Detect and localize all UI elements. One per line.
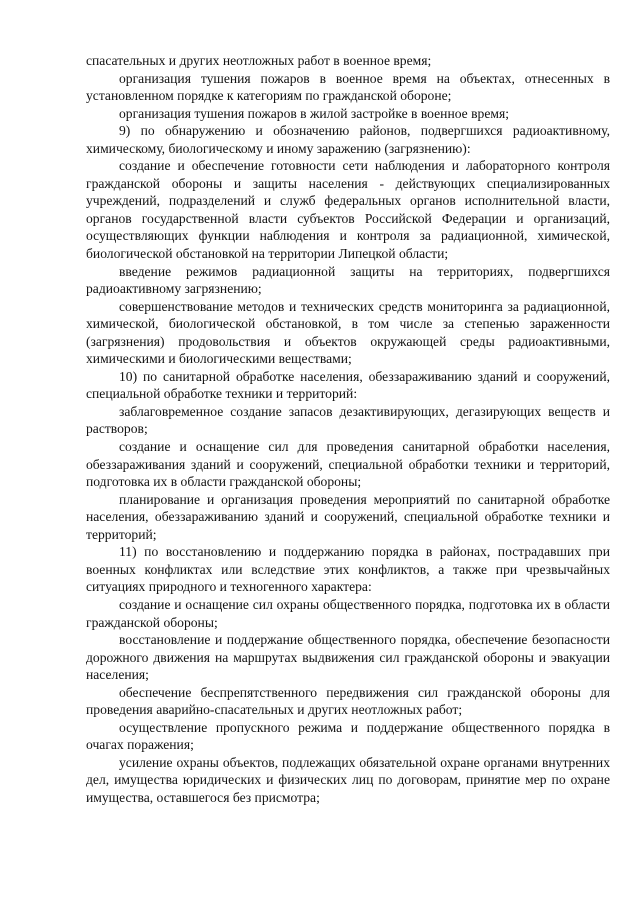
paragraph: 9) по обнаружению и обозначению районов, подвергшихся радиоактивному, химическому, биологическому и иному заражению (загрязнению):: [86, 123, 610, 156]
paragraph: 10) по санитарной обработке населения, обеззараживанию зданий и сооружений, специальной обработке техники и территорий:: [86, 368, 610, 402]
paragraph: введение режимов радиационной защиты на территориях, подвергшихся радиоактивному загрязнению;: [86, 263, 610, 297]
paragraph: организация тушения пожаров в жилой застройке в военное время;: [119, 105, 509, 121]
paragraph: заблаговременное создание запасов дезактивирующих, дегазирующих веществ и растворов;: [86, 403, 610, 437]
paragraph: обеспечение беспрепятственного передвижения сил гражданской обороны для проведения аварийно-спасательных и других неотложных работ;: [86, 684, 610, 718]
paragraph: спасательных и других неотложных работ в военное время;: [86, 53, 432, 68]
paragraph: совершенствование методов и технических средств мониторинга за радиационной, химической, биологической обстановкой, в том числе за степенью зараженности (загрязнения) продовольствия и объектов окружающей среды радиоактивными, химическими и биологическими веществами;: [86, 298, 610, 367]
paragraph: восстановление и поддержание общественного порядка, обеспечение безопасности дорожного движения на маршрутах выдвижения сил гражданской обороны и эвакуации населения;: [86, 632, 610, 683]
paragraph: создание и оснащение сил охраны общественного порядка, подготовка их в области гражданской обороны;: [86, 596, 610, 630]
paragraph: создание и оснащение сил для проведения санитарной обработки населения, обеззараживания зданий и сооружений, специальной обработки техники и территорий, подготовка их в области гражданской обороны;: [86, 439, 610, 490]
paragraph: создание и обеспечение готовности сети наблюдения и лабораторного контроля гражданской обороны и защиты населения - действующих специализированных учреждений, подразделений и служб федеральных органов исполнительной власти, органов государственной власти субъектов Российской Федерации и организаций, осуществляющих функции наблюдения и контроля за радиационной, химической, биологической обстановкой на территории Липецкой области;: [86, 158, 610, 262]
paragraph: 11) по восстановлению и поддержанию порядка в районах, пострадавших при военных конфликтах или вследствие этих конфликтов, а также при чрезвычайных ситуациях природного и техногенного характера:: [86, 544, 610, 595]
paragraph: усиление охраны объектов, подлежащих обязательной охране органами внутренних дел, имущества юридических и физических лиц по договорам, принятие мер по охране имущества, оставшегося без присмотра;: [86, 754, 610, 805]
paragraph: планирование и организация проведения мероприятий по санитарной обработке населения, обеззараживанию зданий и сооружений, специальной обработке техники и территорий;: [86, 491, 610, 542]
paragraph: организация тушения пожаров в военное время на объектах, отнесенных в установленном порядке к категориям по гражданской обороне;: [86, 70, 610, 104]
paragraph: осуществление пропускного режима и поддержание общественного порядка в очагах поражения;: [86, 719, 610, 753]
